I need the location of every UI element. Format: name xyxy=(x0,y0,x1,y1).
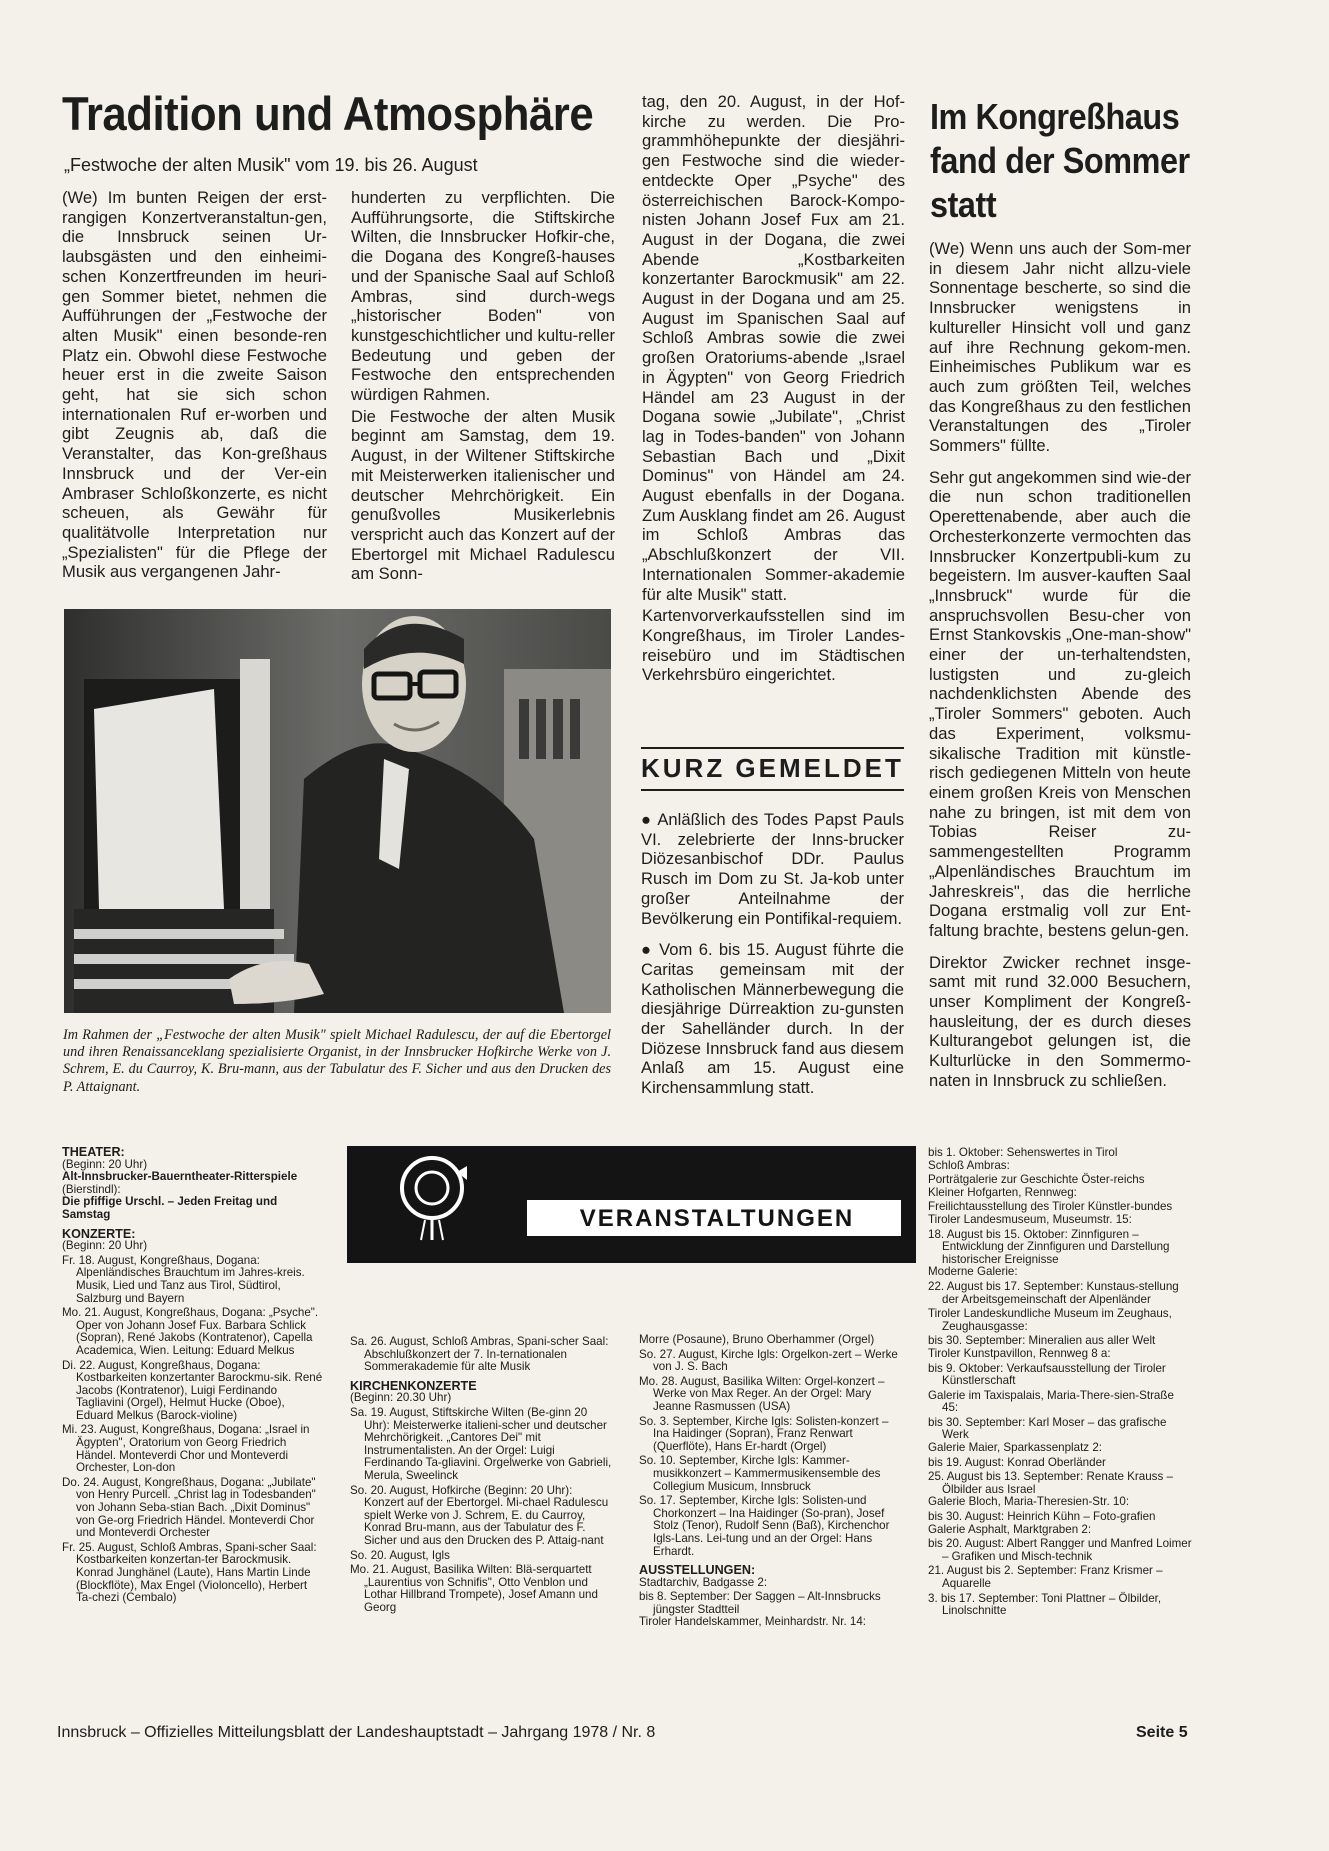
paragraph: (We) Wenn uns auch der Som-mer in diesem Jahr nicht allzu-viele Sonnentage bescherte, so sind die Innsbrucker wenigstens in kultureller Hinsicht voll und ganz auf ihre Rechnung gekom-men. Einheimisches Publikum war es auch zum größten Teil, welches das Kongreßhaus zu den festlichen Veranstaltungen des „Tiroler Sommers" füllte. xyxy=(929,239,1191,456)
organist-illustration xyxy=(64,609,611,1013)
event-entry: Morre (Posaune), Bruno Oberhammer (Orgel) xyxy=(639,1333,875,1346)
paragraph: Sehr gut angekommen sind wie-der die nun schon traditionellen Operettenabende, aber auch die Orchesterkonzerte vermochten das Innsbrucker Konzertpubli-kum zu begeistern. Im ausver-kauften Saal „Innsbruck" wurde für die anspruchsvollen Besu-cher von Ernst Stankovskis „One-man-show" einer der un-terhaltendsten, lustigsten und zu-gleich nachdenklichsten Abende des „Tiroler Sommers" geboten. Auch das Experiment, volksmu-sikalische Tradition mit künstle-risch gediegenen Mitteln von heute einem großen Kreis von Menschen nahe zu bringen, ist mit dem von Tobias Reiser zu-sammengestellten Programm „Alpenländisches Brauchtum im Jahreskreis", das die herrliche Dogana erstmalig voll zur Ent-faltung brachte, bestens gelun-gen. xyxy=(929,467,1191,940)
footer-page-number: Seite 5 xyxy=(1136,1724,1188,1741)
events-section-heading: AUSSTELLUNGEN: xyxy=(639,1563,756,1578)
kurz-gemeldet-heading: KURZ GEMELDET xyxy=(641,753,904,783)
paragraph: Direktor Zwicker rechnet insge-samt mit rund 32.000 Besuchern, unser Kompliment der Kongreß-hausleitung, der es durch dieses Kulturangebot gelungen ist, die Kulturlücke in den Sommermo-naten in Innsbruck zu schließen. xyxy=(929,952,1191,1090)
section-rule-top xyxy=(641,747,904,749)
event-entry: Tiroler Landeskundliche Museum im Zeughaus, Zeughausgasse: xyxy=(928,1307,1172,1333)
event-entry: 21. August bis 2. September: Franz Krismer – Aquarelle xyxy=(928,1564,1163,1590)
event-entry: (Beginn: 20 Uhr) xyxy=(62,1157,148,1171)
article2-body xyxy=(929,239,1191,1091)
event-entry: Stadtarchiv, Badgasse 2: xyxy=(639,1575,768,1589)
paragraph: tag, den 20. August, in der Hof-kirche zu werden. Die Pro-grammhöhepunkte der diesjähri-gen Festwoche sind die wieder-entdeckte Oper „Psyche" des österreichischen Barock-Kompo-nisten Johann Josef Fux am 21. August in der Dogana, die zwei Abende „Kostbarkeiten konzertanter Barockmusik" am 22. August in der Dogana und am 25. August im Spanischen Saal auf Schloß Ambras sowie die zwei großen Oratoriums-abende „Israel in Ägypten" von Georg Friedrich Händel am 23 August in der Dogana sowie „Jubilate", „Christ lag in Todes-banden" von Johann Sebastian Bach und „Dixit Dominus" von Händel am 24. August ebenfalls in der Dogana. Zum Ausklang findet am 26. August im Schloß Ambras das „Abschlußkonzert der VII. Internationalen Sommer-akademie für alte Musik" statt. xyxy=(642,92,905,604)
event-entry: Mo. 21. August, Basilika Wilten: Blä-serquartett „Laurentius von Schnifis", Otto Venblon und Lothar Hillbrand Trompete), Josef Amann und Georg xyxy=(350,1563,598,1614)
event-entry: Schloß Ambras: xyxy=(928,1158,1010,1172)
section-rule-bottom xyxy=(641,789,904,791)
footer-publication: Innsbruck – Offizielles Mitteilungsblatt der Landeshauptstadt – Jahrgang 1978 / Nr. 8 xyxy=(57,1724,656,1741)
event-entry: Tiroler Handelskammer, Meinhardstr. Nr. 14: xyxy=(639,1615,867,1629)
event-entry: 22. August bis 17. September: Kunstaus-stellung der Arbeitsgemeinschaft der Alpenländer xyxy=(928,1279,1179,1306)
events-section-heading: KIRCHENKONZERTE xyxy=(350,1378,477,1393)
event-entry: Di. 22. August, Kongreßhaus, Dogana: Kostbarkeiten konzertanter Barockmu-sik. René Jacobs (Kontratenor), Luigi Ferdinando Tagliavini (Orgel), Helmut Hucke (Oboe), Eduard Melkus (Barock-violine) xyxy=(62,1358,323,1422)
news-item: ● Anläßlich des Todes Papst Pauls VI. zelebrierte der Inns-brucker Diözesanbischof DDr. Paulus Rusch im Dom zu St. Ja-kob unter großer Anteilnahme der Bevölkerung ein Pontifikal-requiem. xyxy=(641,810,904,928)
event-entry: bis 30. August: Heinrich Kühn – Foto-grafien xyxy=(928,1510,1156,1524)
paragraph: Die Festwoche der alten Musik beginnt am Samstag, dem 19. August, in der Wiltener Stiftskirche mit Meisterwerken italienischer und deutscher Mehrchörigkeit. Ein genußvolles Musikerlebnis verspricht auch das Konzert auf der Ebertorgel mit Michael Radulescu am Sonn- xyxy=(351,406,615,584)
event-entry: Galerie Asphalt, Marktgraben 2: xyxy=(928,1522,1092,1536)
event-entry: So. 27. August, Kirche Igls: Orgelkon-zert – Werke von J. S. Bach xyxy=(639,1347,898,1374)
event-entry: Fr. 25. August, Schloß Ambras, Spani-scher Saal: Kostbarkeiten konzertan-ter Barockmusik. Konrad Junghänel (Laute), Hans Martin Linde (Blockflöte), Max Engel (Violoncello), Herbert Ta-chezi (Cembalo) xyxy=(62,1540,317,1605)
event-entry: So. 20. August, Igls xyxy=(350,1548,450,1562)
events-column-4 xyxy=(928,1147,1192,1618)
event-entry: Galerie Bloch, Maria-Theresien-Str. 10: xyxy=(928,1495,1130,1509)
event-entry: Sa. 26. August, Schloß Ambras, Spani-scher Saal: Abschlußkonzert der 7. In-ternationalen Sommerakademie für alte Musik xyxy=(350,1335,609,1374)
article-column-3 xyxy=(642,92,905,685)
event-entry: Porträtgalerie zur Geschichte Öster-reichs xyxy=(928,1173,1145,1187)
event-entry: Mi. 23. August, Kongreßhaus, Dogana: „Israel in Ägypten", Oratorium von Georg Friedrich Händel. Monteverdi Chor und Monteverdi Orchester, Lon-don xyxy=(62,1423,310,1475)
event-entry: Tiroler Kunstpavillon, Rennweg 8 a: xyxy=(928,1346,1111,1360)
event-entry: Tiroler Landesmuseum, Museumstr. 15: xyxy=(928,1212,1132,1226)
event-entry: Do. 24. August, Kongreßhaus, Dogana: „Jubilate" von Henry Purcell. „Christ lag in Todesbanden" von Johann Seba-stian Bach. „Dixit Dominus" von Ge-org Friedrich Händel. Monteverdi Chor und Monteverdi Orchester xyxy=(62,1475,316,1540)
event-entry: bis 30. September: Mineralien aus aller Welt xyxy=(928,1334,1156,1348)
veranstaltungen-logo xyxy=(347,1146,916,1263)
paragraph: (We) Im bunten Reigen der erst-rangigen Konzertveranstaltun-gen, die Innsbruck seinen Ur-laubsgästen und den einheimi-schen Konzertfreunden im heuri-gen Sommer bietet, nehmen die Aufführungen der „Festwoche der alten Musik" einen besonde-ren Platz ein. Obwohl diese Festwoche heuer erst in die zweite Saison geht, hat sie sich schon internationalen Ruf er-worben und gibt Zeugnis ab, daß die Veranstalter, das Kon-greßhaus Innsbruck und der Ver-ein Ambraser Schloßkonzerte, es nicht scheuen, als Gewähr für qualitätvolle Interpretation nur „Spezialisten" für die Pflege der Musik aus vergangenen Jahr- xyxy=(62,188,327,582)
event-entry: So. 20. August, Hofkirche (Beginn: 20 Uhr): Konzert auf der Ebertorgel. Mi-chael Radulescu spielt Werke von J. Schrem, E. du Caurroy, Konrad Bru-mann, aus der Tabulatur des F. Sicher und aus den Drucken des P. Attaig-nant xyxy=(350,1483,609,1547)
event-entry: (Beginn: 20.30 Uhr) xyxy=(350,1391,452,1405)
event-entry: (Beginn: 20 Uhr) xyxy=(62,1239,148,1253)
event-entry: Moderne Galerie: xyxy=(928,1265,1018,1279)
event-entry: Die pfiffige Urschl. – Jeden Freitag und Samstag xyxy=(62,1195,278,1221)
event-entry: bis 20. August: Albert Rangger und Manfred Loimer – Grafiken und Misch-technik xyxy=(928,1537,1192,1563)
article-headline: Tradition und Atmosphäre xyxy=(62,87,594,140)
bullet-icon: ● xyxy=(641,810,658,829)
photo-caption: Im Rahmen der „Festwoche der alten Musik" spielt Michael Radulescu, der auf die Ebertorgel und ihren Renaissanceklang spezialisierte Organist, in der Innsbrucker Hofkirche Werke von J. Schrem, E. du Caurroy, K. Bru-mann, aus der Tabulatur des F. Sicher und aus den Drucken des P. Attaignant. xyxy=(63,1027,611,1095)
article-column-2 xyxy=(351,188,615,584)
events-column-1 xyxy=(62,1140,324,1605)
article-subheadline: „Festwoche der alten Musik" vom 19. bis 26. August xyxy=(64,155,478,175)
event-entry: Mo. 21. August, Kongreßhaus, Dogana: „Psyche". Oper von Johann Josef Fux. Barbara Schlick (Sopran), René Jakobs (Kontratenor), Capella Academica, Wien. Leitung: Eduard Melkus xyxy=(62,1306,319,1357)
events-column-3 xyxy=(639,1334,904,1629)
article-column-1 xyxy=(62,188,327,582)
event-entry: So. 10. September, Kirche Igls: Kammer-musikkonzert – Kammermusikensemble des Collegium Musicum, Innsbruck xyxy=(639,1454,881,1493)
event-entry: Galerie im Taxispalais, Maria-There-sien-Straße 45: xyxy=(928,1388,1174,1415)
event-entry: Alt-Innsbrucker-Bauerntheater-Ritterspiele xyxy=(62,1170,298,1184)
event-entry: bis 8. September: Der Saggen – Alt-Innsbrucks jüngster Stadtteil xyxy=(639,1590,881,1616)
event-entry: Fr. 18. August, Kongreßhaus, Dogana: Alpenländisches Brauchtum im Jahres-kreis. Musik, Lied und Tanz aus Tirol, Südtirol, Salzburg und Bayern xyxy=(62,1253,305,1305)
event-entry: Mo. 28. August, Basilika Wilten: Orgel-konzert – Werke von Max Reger. An der Orgel: Mary Jeanne Rasmussen (USA) xyxy=(639,1374,885,1413)
post-horn-icon xyxy=(397,1154,467,1242)
event-entry: 3. bis 17. September: Toni Plattner – Ölbilder, Linolschnitte xyxy=(928,1591,1162,1618)
events-section-heading: THEATER: xyxy=(62,1145,125,1159)
event-entry: 25. August bis 13. September: Renate Krauss – Ölbilder aus Israel xyxy=(928,1470,1173,1496)
event-entry: Galerie Maier, Sparkassenplatz 2: xyxy=(928,1441,1102,1455)
article2-headline: Im Kongreßhaus fand der Sommer statt xyxy=(930,96,1190,225)
event-entry: bis 30. September: Karl Moser – das grafische Werk xyxy=(928,1415,1167,1442)
event-entry: Kleiner Hofgarten, Rennweg: xyxy=(928,1185,1077,1199)
news-item: ● Vom 6. bis 15. August führte die Caritas gemeinsam mit der Katholischen Männerbewegung die diesjährige Dürreaktion zu-gunsten der Sahelländer durch. In der Diözese Innsbruck fand aus diesem Anlaß am 15. August eine Kirchensammlung statt. xyxy=(641,940,904,1098)
event-entry: Sa. 19. August, Stiftskirche Wilten (Be-ginn 20 Uhr): Meisterwerke italieni-scher und deutscher Mehrchörigkeit. „Cantores Dei" mit Instrumentalisten. An der Orgel: Luigi Ferdinando Ta-gliavini. Orgelwerke von Gabrieli, Merula, Sweelinck xyxy=(350,1405,612,1482)
event-entry: Freilichtausstellung des Tiroler Künstler-bundes xyxy=(928,1200,1173,1214)
paragraph: hunderten zu verpflichten. Die Aufführungsorte, die Stiftskirche Wilten, die Innsbrucker Hofkir-che, die Dogana des Kongreß-hauses und der Spanische Saal auf Schloß Ambras, sind durch-wegs „historischer Boden" von kunstgeschichtlicher und kultu-reller Bedeutung und geben der Festwoche den entsprechenden würdigen Rahmen. xyxy=(351,188,615,405)
event-entry: bis 19. August: Konrad Oberländer xyxy=(928,1455,1106,1469)
veranstaltungen-title: VERANSTALTUNGEN xyxy=(579,1205,855,1232)
event-entry: (Bierstindl): xyxy=(62,1182,121,1196)
event-entry: bis 9. Oktober: Verkaufsausstellung der Tiroler Künstlerschaft xyxy=(928,1361,1166,1388)
event-entry: bis 1. Oktober: Sehenswertes in Tirol xyxy=(928,1146,1118,1159)
paragraph: Kartenvorverkaufsstellen sind im Kongreßhaus, im Tiroler Landes-reisebüro und im Städtischen Verkehrsbüro eingerichtet. xyxy=(642,606,905,685)
event-entry: 18. August bis 15. Oktober: Zinnfiguren – Entwicklung der Zinnfiguren und Darstellung historischer Ereignisse xyxy=(928,1227,1170,1266)
organist-photo xyxy=(64,609,611,1013)
event-entry: So. 3. September, Kirche Igls: Solisten-konzert – Ina Haidinger (Sopran), Franz Renwart (Querflöte), Hans Er-hardt (Orgel) xyxy=(639,1414,889,1453)
events-section-heading: KONZERTE: xyxy=(62,1226,136,1241)
event-entry: So. 17. September, Kirche Igls: Solisten-und Chorkonzert – Ina Haidinger (So-pran), Josef Stolz (Tenor), Rudolf Senn (Baß), Kirchenchor Igls-Lans. Lei-tung und an der Orgel: Hans Erhardt. xyxy=(639,1494,890,1558)
kurz-gemeldet-items xyxy=(641,810,904,1098)
bullet-icon: ● xyxy=(641,940,660,960)
events-column-2 xyxy=(350,1334,614,1614)
